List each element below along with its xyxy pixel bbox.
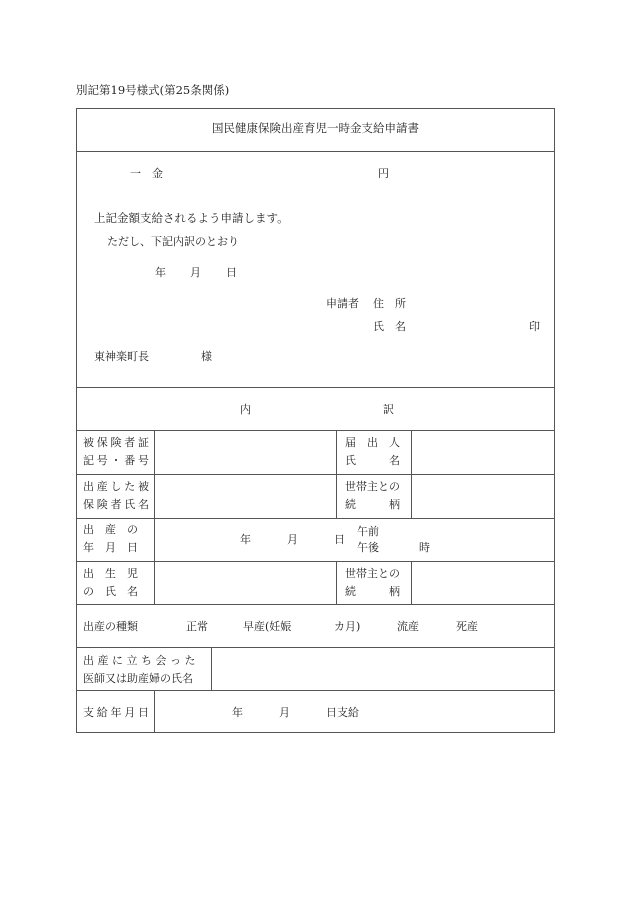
applicant-label: 申請者 xyxy=(326,297,359,310)
divider xyxy=(76,604,555,605)
birth-type-option: 正常 xyxy=(186,620,208,633)
form-number-note: 別記第19号様式(第25条関係) xyxy=(76,83,230,97)
am-label: 午前 xyxy=(357,525,379,538)
insured-id-label: 被保険者証 xyxy=(83,436,149,449)
birth-date-label: 年 月 日 xyxy=(83,541,138,554)
seal-mark: 印 xyxy=(529,320,540,333)
divider xyxy=(76,690,555,691)
column-divider xyxy=(411,430,412,518)
birth-type-option: カ月) xyxy=(334,620,361,633)
attendant-label: 医師又は助産婦の氏名 xyxy=(83,672,193,685)
insured-name-label: 保険者氏名 xyxy=(83,498,149,511)
relation-label: 世帯主との xyxy=(345,480,400,493)
date-day-label: 日 xyxy=(226,266,237,279)
birth-type-label: 出産の種類 xyxy=(83,620,138,633)
divider xyxy=(76,518,555,519)
column-divider xyxy=(154,430,155,604)
breakdown-heading-right: 訳 xyxy=(383,403,394,416)
birth-type-option: 死産 xyxy=(456,620,478,633)
insured-id-label: 記号・番号 xyxy=(83,454,149,467)
divider xyxy=(76,647,555,648)
pm-label: 午後 xyxy=(357,541,379,554)
date-month-label: 月 xyxy=(190,266,201,279)
honorific: 様 xyxy=(201,350,212,363)
breakdown-heading-left: 内 xyxy=(240,403,251,416)
birth-month-label: 月 xyxy=(287,533,298,546)
column-divider xyxy=(411,561,412,604)
date-year-label: 年 xyxy=(155,266,166,279)
birth-date-label: 出 産 の xyxy=(83,523,138,536)
hour-label: 時 xyxy=(419,541,430,554)
notifier-label: 届 出 人 xyxy=(345,436,400,449)
column-divider xyxy=(336,430,337,518)
relation-label: 続 柄 xyxy=(345,498,400,511)
baby-name-label: の 氏 名 xyxy=(83,585,138,598)
birth-year-label: 年 xyxy=(240,533,251,546)
form-title: 国民健康保険出産育児一時金支給申請書 xyxy=(212,121,419,135)
notifier-label: 氏 名 xyxy=(345,454,400,467)
relation-label: 続 柄 xyxy=(345,585,400,598)
breakdown-note: ただし、下記内訳のとおり xyxy=(107,235,239,248)
divider xyxy=(76,561,555,562)
payment-day-label: 日支給 xyxy=(326,706,359,719)
divider xyxy=(76,474,555,475)
amount-prefix: 一 金 xyxy=(130,167,163,180)
payment-year-label: 年 xyxy=(232,706,243,719)
divider xyxy=(76,151,555,152)
birth-type-option: 流産 xyxy=(397,620,419,633)
birth-day-label: 日 xyxy=(334,533,345,546)
baby-name-label: 出 生 児 xyxy=(83,567,138,580)
divider xyxy=(76,387,555,388)
insured-name-label: 出産した被 xyxy=(83,480,149,493)
attendant-label: 出 産 に 立 ち 会 っ た xyxy=(83,654,196,667)
column-divider xyxy=(211,647,212,690)
application-statement: 上記金額支給されるよう申請します。 xyxy=(94,211,289,225)
address-label: 住 所 xyxy=(373,297,406,310)
payment-month-label: 月 xyxy=(279,706,290,719)
birth-type-option: 早産(妊娠 xyxy=(243,620,292,633)
name-label: 氏 名 xyxy=(373,320,406,333)
application-form xyxy=(76,108,555,733)
addressee: 東神楽町長 xyxy=(94,350,149,363)
divider xyxy=(76,430,555,431)
payment-date-label: 支給年月日 xyxy=(83,706,149,719)
column-divider xyxy=(154,690,155,733)
amount-unit: 円 xyxy=(378,167,389,180)
column-divider xyxy=(336,561,337,604)
relation-label: 世帯主との xyxy=(345,567,400,580)
